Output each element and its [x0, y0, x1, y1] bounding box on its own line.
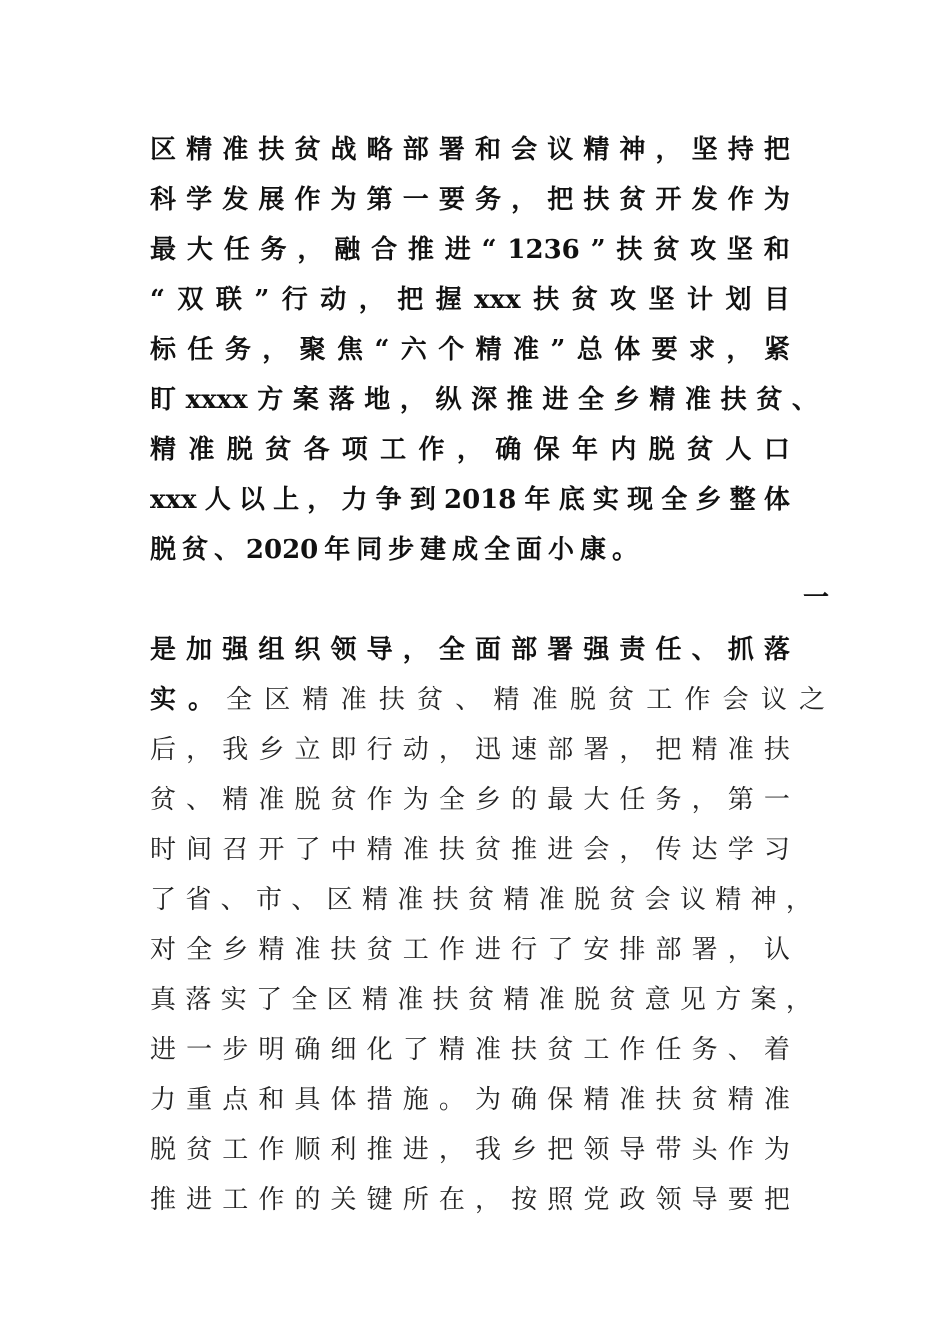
text-line: 对 全 乡 精 准 扶 贫 工 作 进 行 了 安 排 部 署 ， 认	[150, 935, 790, 965]
text-line: 精 准 脱 贫 各 项 工 作 ， 确 保 年 内 脱 贫 人 口	[150, 435, 790, 465]
text-line	[150, 680, 838, 720]
text-line: 后 ， 我 乡 立 即 行 动 ， 迅 速 部 署 ， 把 精 准 扶	[150, 735, 790, 765]
text-line: xxx 人 以 上 ， 力 争 到 2018 年 底 实 现 全 乡 整 体	[150, 485, 790, 515]
text-line: 了 省 、 市 、 区 精 准 扶 贫 精 准 脱 贫 会 议 精 神 ，	[150, 885, 812, 915]
text-line: 最 大 任 务 ， 融 合 推 进 “ 1236 ” 扶 贫 攻 坚 和	[150, 235, 790, 265]
text-line: 力 重 点 和 具 体 措 施 。 为 确 保 精 准 扶 贫 精 准	[150, 1085, 790, 1115]
section-number-marker: 一	[803, 583, 830, 613]
text-line: 时 间 召 开 了 中 精 准 扶 贫 推 进 会 ， 传 达 学 习	[150, 835, 790, 865]
text-line: 盯 xxxx 方 案 落 地 ， 纵 深 推 进 全 乡 精 准 扶 贫 、	[150, 385, 818, 415]
text-line: 脱 贫 工 作 顺 利 推 进 ， 我 乡 把 领 导 带 头 作 为	[150, 1135, 790, 1165]
text-line: “ 双 联 ” 行 动 ， 把 握 xxx 扶 贫 攻 坚 计 划 目	[150, 285, 790, 315]
text-line: 真 落 实 了 全 区 精 准 扶 贫 精 准 脱 贫 意 见 方 案 ，	[150, 985, 812, 1015]
text-line: 脱 贫 、 2020 年 同 步 建 成 全 面 小 康 。	[150, 535, 638, 565]
text-line: 进 一 步 明 确 细 化 了 精 准 扶 贫 工 作 任 务 、 着	[150, 1035, 790, 1065]
paragraph-text: 全区精准扶贫、精准脱贫工作会议之	[226, 685, 838, 715]
text-line: 科 学 发 展 作 为 第 一 要 务 ， 把 扶 贫 开 发 作 为	[150, 185, 790, 215]
section-heading-line: 是 加 强 组 织 领 导 ， 全 面 部 署 强 责 任 、 抓 落	[150, 635, 790, 665]
text-line: 推 进 工 作 的 关 键 所 在 ， 按 照 党 政 领 导 要 把	[150, 1185, 790, 1215]
section-heading-end: 实。	[150, 685, 227, 715]
text-line: 标 任 务 ， 聚 焦 “ 六 个 精 准 ” 总 体 要 求 ， 紧	[150, 335, 790, 365]
text-line: 区 精 准 扶 贫 战 略 部 署 和 会 议 精 神 ， 坚 持 把	[150, 135, 790, 165]
text-line: 贫 、 精 准 脱 贫 作 为 全 乡 的 最 大 任 务 ， 第 一	[150, 785, 790, 815]
